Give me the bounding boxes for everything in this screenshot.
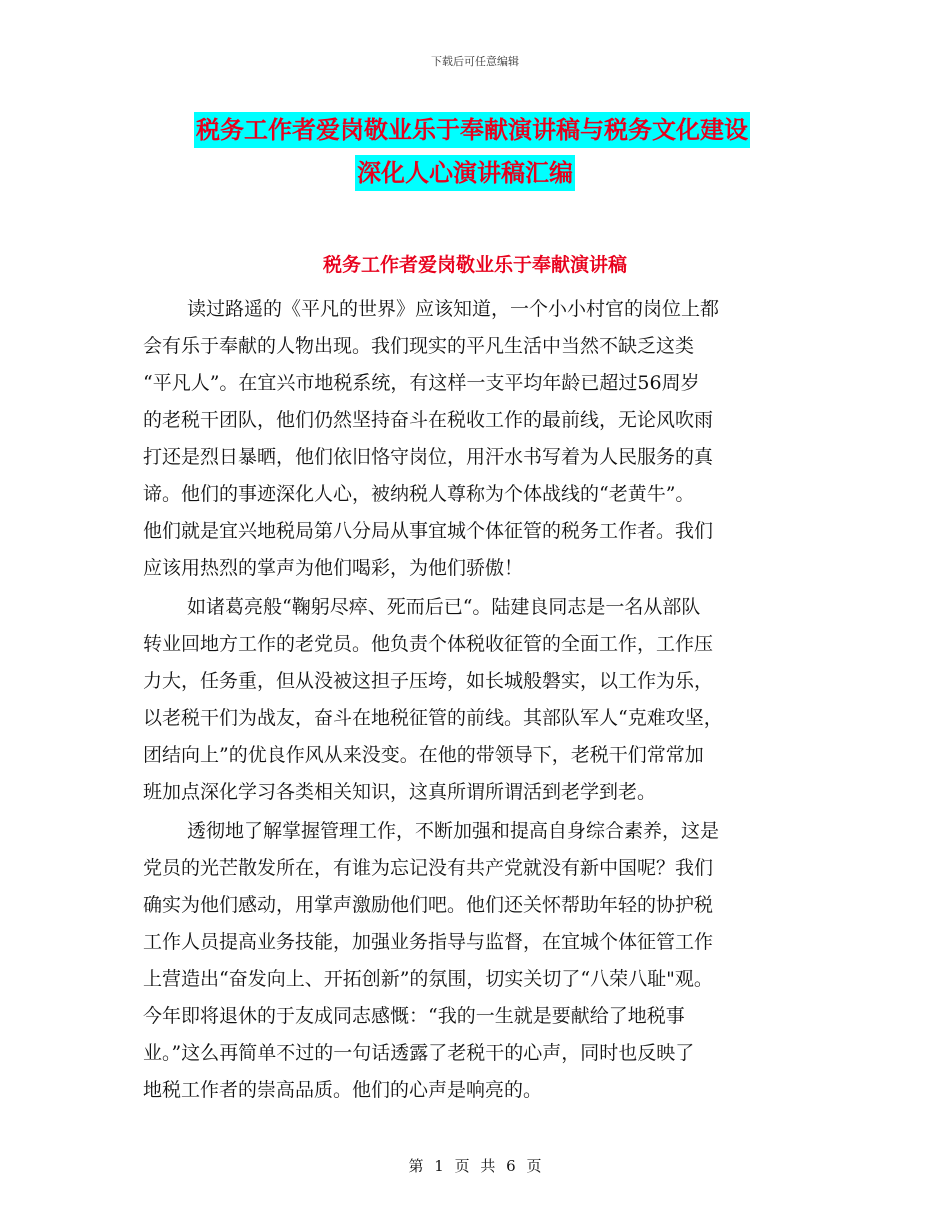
paragraph-line: 党员的光芒散发所在，有谁为忘记没有共产党就没有新中国呢？我们 — [143, 857, 714, 879]
paragraph-line: 工作人员提高业务技能，加强业务指导与监督，在宜城个体征管工作 — [143, 931, 714, 953]
paragraph-line: 读过路遥的《平凡的世界》应该知道，一个小小村官的岗位上都 — [187, 298, 720, 320]
paragraph-line: 他们就是宜兴地税局第八分局从事宜城个体征管的税务工作者。我们 — [143, 520, 714, 542]
header-note: 下载后可任意编辑 — [431, 55, 519, 68]
paragraph-line: 打还是烈日暴晒，他们依旧恪守岗位，用汗水书写着为人民服务的真 — [143, 446, 714, 468]
paragraph-line: 地税工作者的崇高品质。他们的心声是响亮的。 — [143, 1079, 543, 1101]
paragraph-line: 上营造出“奋发向上、开拓创新”的氛围，切实关切了“八荣八耻"观。 — [143, 968, 713, 990]
paragraph-line: 如诸葛亮般“鞠躬尽瘁、死而后已“。陆建良同志是一名从部队 — [187, 596, 701, 618]
document-title-line-2: 深化人心演讲稿汇编 — [355, 155, 575, 191]
paragraph-line: 班加点深化学习各类相关知识，这真所谓所谓活到老学到老。 — [143, 781, 657, 803]
document-title-line-1: 税务工作者爱岗敬业乐于奉献演讲稿与税务文化建设 — [194, 112, 750, 148]
paragraph-line: 今年即将退休的于友成同志感慨：“我的一生就是要献给了地税事 — [143, 1005, 685, 1027]
paragraph-line: 以老税干们为战友，奋斗在地税征管的前线。其部队军人“克难攻坚， — [143, 707, 723, 729]
paragraph-line: 的老税干团队，他们仍然坚持奋斗在税收工作的最前线，无论风吹雨 — [143, 409, 714, 431]
paragraph-line: 转业回地方工作的老党员。他负责个体税收征管的全面工作，工作压 — [143, 633, 714, 655]
paragraph-line: 会有乐于奉献的人物出现。我们现实的平凡生活中当然不缺乏这类 — [143, 335, 695, 357]
paragraph-line: 透彻地了解掌握管理工作，不断加强和提高自身综合素养，这是 — [187, 820, 720, 842]
paragraph-line: 业。”这么再简单不过的一句话透露了老税干的心声，同时也反映了 — [143, 1042, 695, 1064]
paragraph-line: 确实为他们感动，用掌声激励他们吧。他们还关怀帮助年轻的协护税 — [143, 894, 714, 916]
page-footer: 第 1 页 共 6 页 — [408, 1157, 542, 1175]
section-heading: 税务工作者爱岗敬业乐于奉献演讲稿 — [322, 254, 627, 276]
paragraph-line: 力大，任务重，但从没被这担子压垮，如长城般磐实，以工作为乐， — [143, 670, 714, 692]
paragraph-line: 应该用热烈的掌声为他们喝彩，为他们骄傲！ — [143, 557, 524, 579]
paragraph-line: 谛。他们的事迹深化人心，被纳税人尊称为个体战线的“老黄牛”。 — [143, 483, 695, 505]
paragraph-line: “平凡人”。在宜兴市地税系统，有这样一支平均年龄已超过56周岁 — [143, 372, 700, 394]
paragraph-line: 团结向上”的优良作风从来没变。在他的带领导下，老税干们常常加 — [143, 744, 704, 766]
